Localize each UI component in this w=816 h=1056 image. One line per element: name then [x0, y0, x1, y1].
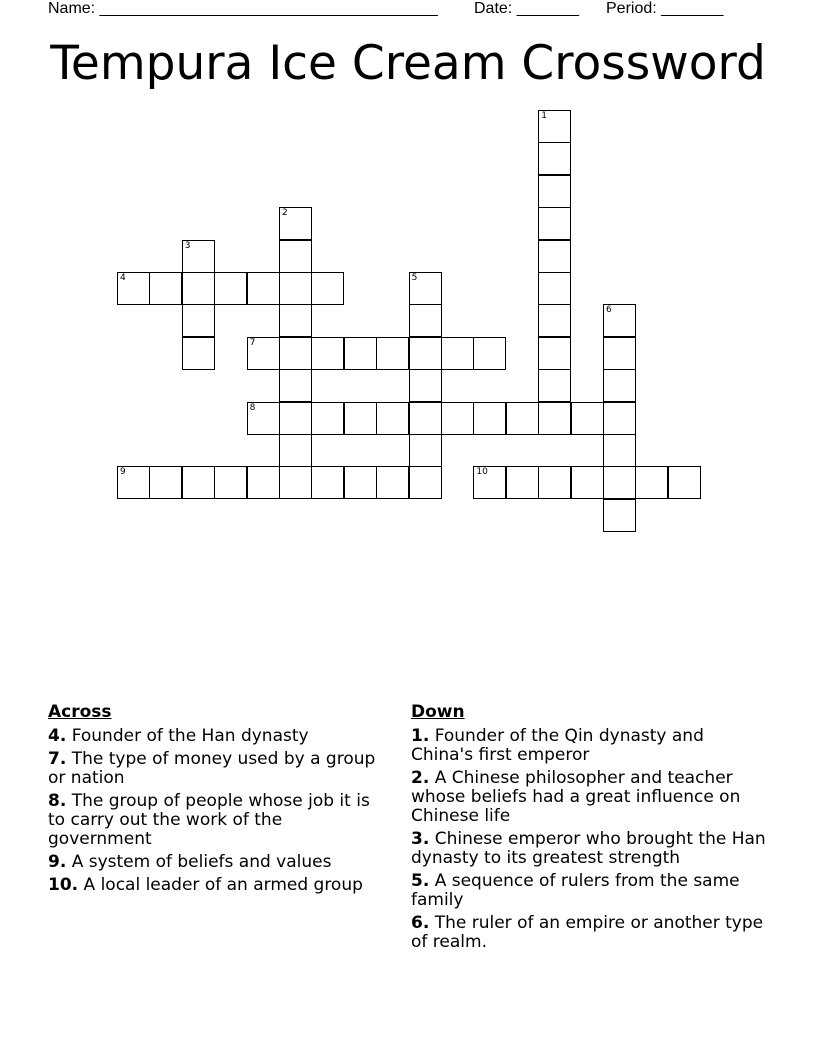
crossword-cell[interactable] [182, 272, 215, 305]
clue-number: 6. [411, 913, 430, 933]
clue-number: 7. [48, 749, 67, 769]
clue-text: Chinese emperor who brought the Han dynasty to its greatest strength [411, 829, 766, 868]
clue-text: A sequence of rulers from the same family [411, 871, 740, 910]
cell-number: 7 [249, 337, 256, 348]
crossword-cell[interactable] [214, 466, 247, 499]
crossword-cell[interactable] [409, 369, 442, 402]
clue-number: 3. [411, 829, 430, 849]
crossword-cell[interactable] [247, 466, 280, 499]
clue-number: 5. [411, 871, 430, 891]
crossword-cell[interactable] [538, 337, 571, 370]
crossword-cell[interactable] [182, 337, 215, 370]
clue-number: 10. [48, 875, 79, 895]
down-heading: Down [411, 702, 465, 722]
crossword-cell[interactable] [603, 337, 636, 370]
crossword-cell[interactable] [571, 466, 604, 499]
clue-text: A local leader of an armed group [83, 875, 363, 895]
clue-down-2 [411, 769, 766, 826]
crossword-cell[interactable] [279, 304, 312, 337]
clue-across-9 [48, 853, 388, 872]
crossword-cell[interactable] [409, 466, 442, 499]
clue-text: A system of beliefs and values [71, 852, 332, 872]
down-clues [411, 702, 766, 956]
cell-number: 1 [541, 111, 547, 121]
crossword-cell[interactable] [441, 337, 474, 370]
crossword-cell[interactable] [538, 304, 571, 337]
cell-number: 9 [120, 467, 126, 478]
clue-down-3 [411, 830, 766, 868]
cell-number: 8 [249, 402, 256, 413]
crossword-cell[interactable] [603, 434, 636, 467]
clue-text: The group of people whose job it is to carry out the work of the government [48, 791, 370, 849]
crossword-cell[interactable] [409, 434, 442, 467]
crossword-cell[interactable] [603, 499, 636, 532]
crossword-cell[interactable] [538, 466, 571, 499]
crossword-cell[interactable] [538, 402, 571, 435]
crossword-cell[interactable] [538, 175, 571, 208]
crossword-cell[interactable] [279, 240, 312, 273]
crossword-cell[interactable] [635, 466, 668, 499]
crossword-cell[interactable] [182, 466, 215, 499]
across-heading: Across [48, 702, 112, 722]
crossword-cell[interactable] [311, 466, 344, 499]
crossword-cell[interactable] [344, 466, 377, 499]
cell-number: 5 [411, 273, 418, 283]
crossword-cell[interactable] [538, 142, 571, 175]
crossword-cell[interactable] [376, 466, 409, 499]
crossword-cell[interactable] [376, 337, 409, 370]
clue-across-4 [48, 727, 388, 746]
clue-number: 4. [48, 726, 67, 746]
crossword-cell[interactable] [311, 337, 344, 370]
crossword-cell[interactable] [279, 434, 312, 467]
crossword-cell[interactable] [538, 272, 571, 305]
period-label: Period: _______ [606, 0, 724, 17]
clue-down-1 [411, 727, 766, 765]
clue-number: 1. [411, 726, 430, 746]
clue-text: Founder of the Han dynasty [71, 726, 309, 746]
clue-text: The type of money used by a group or nation [48, 749, 376, 788]
crossword-cell[interactable] [311, 272, 344, 305]
crossword-cell[interactable] [538, 369, 571, 402]
crossword-cell[interactable] [473, 402, 506, 435]
crossword-cell[interactable] [279, 466, 312, 499]
crossword-cell[interactable] [603, 369, 636, 402]
cell-number: 10 [476, 467, 488, 478]
cell-number: 3 [184, 240, 191, 251]
clue-across-10 [48, 876, 388, 895]
crossword-cell[interactable] [506, 402, 539, 435]
crossword-cell[interactable] [376, 402, 409, 435]
crossword-cell[interactable] [409, 337, 442, 370]
crossword-cell[interactable] [441, 402, 474, 435]
crossword-cell[interactable] [149, 272, 182, 305]
crossword-cell[interactable] [506, 466, 539, 499]
crossword-cell[interactable] [279, 207, 312, 240]
clue-text: A Chinese philosopher and teacher whose beliefs had a great influence on Chinese life [411, 768, 741, 826]
clue-across-7 [48, 750, 388, 788]
clue-number: 9. [48, 852, 67, 872]
crossword-cell[interactable] [214, 272, 247, 305]
crossword-cell[interactable] [247, 272, 280, 305]
crossword-cell[interactable] [344, 402, 377, 435]
crossword-cell[interactable] [473, 466, 506, 499]
clue-text: Founder of the Qin dynasty and China's first emperor [411, 726, 704, 765]
cell-number: 4 [120, 273, 126, 283]
crossword-cell[interactable] [279, 337, 312, 370]
cell-number: 2 [282, 208, 288, 219]
crossword-cell[interactable] [279, 402, 312, 435]
crossword-cell[interactable] [279, 272, 312, 305]
crossword-cell[interactable] [538, 207, 571, 240]
crossword-cell[interactable] [409, 272, 442, 305]
clue-across-8 [48, 792, 388, 849]
crossword-cell[interactable] [538, 110, 571, 143]
clue-text: The ruler of an empire or another type of realm. [411, 913, 764, 952]
crossword-cell[interactable] [409, 402, 442, 435]
crossword-cell[interactable] [409, 304, 442, 337]
crossword-cell[interactable] [117, 466, 150, 499]
crossword-cell[interactable] [538, 240, 571, 273]
crossword-cell[interactable] [149, 466, 182, 499]
crossword-cell[interactable] [603, 466, 636, 499]
crossword-cell[interactable] [279, 369, 312, 402]
crossword-cell[interactable] [117, 272, 150, 305]
crossword-cell[interactable] [311, 402, 344, 435]
crossword-cell[interactable] [247, 337, 280, 370]
crossword-cell[interactable] [668, 466, 701, 499]
crossword-cell[interactable] [182, 304, 215, 337]
clue-number: 8. [48, 791, 67, 811]
crossword-cell[interactable] [182, 240, 215, 273]
crossword-cell[interactable] [344, 337, 377, 370]
crossword-cell[interactable] [603, 402, 636, 435]
crossword-cell[interactable] [473, 337, 506, 370]
clue-down-5 [411, 872, 766, 910]
date-label: Date: _______ [474, 0, 579, 17]
crossword-cell[interactable] [247, 402, 280, 435]
clue-number: 2. [411, 768, 430, 788]
crossword-cell[interactable] [603, 304, 636, 337]
name-label: Name: ______________________________________ [48, 0, 438, 17]
page-title: Tempura Ice Cream Crossword [50, 36, 766, 91]
across-clues [48, 702, 388, 899]
crossword-cell[interactable] [571, 402, 604, 435]
cell-number: 6 [606, 305, 612, 316]
clue-down-6 [411, 914, 766, 952]
